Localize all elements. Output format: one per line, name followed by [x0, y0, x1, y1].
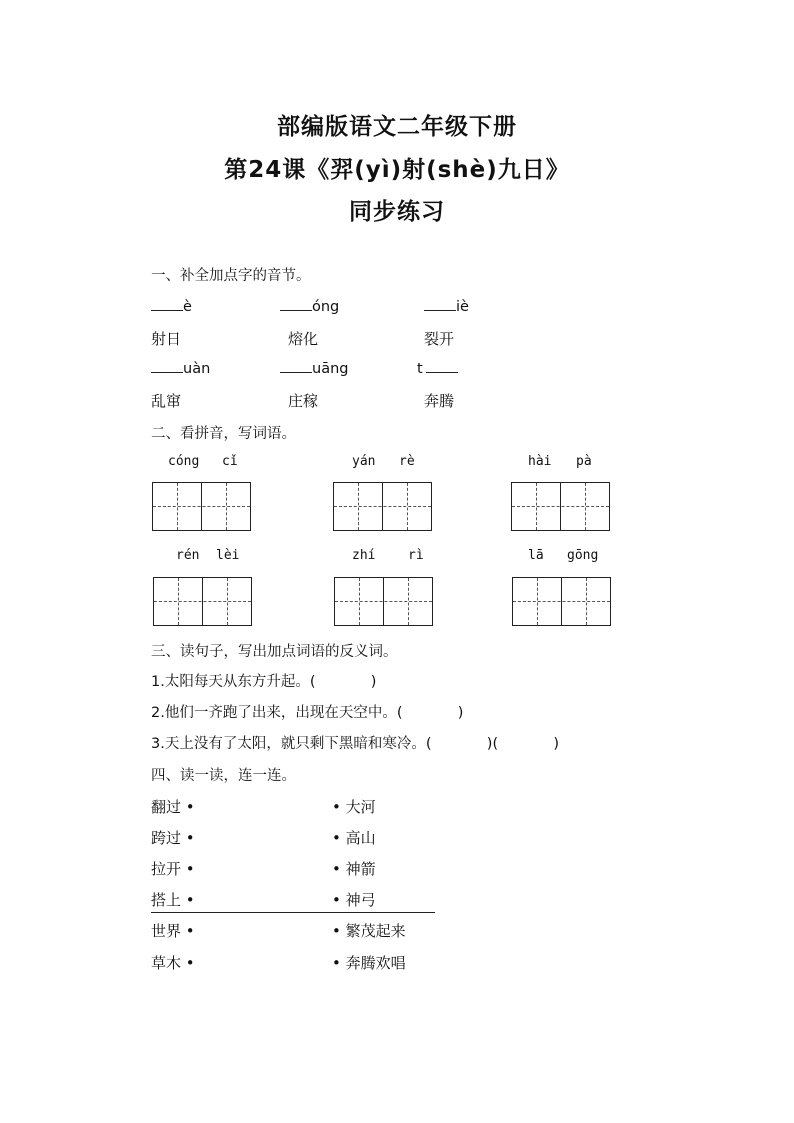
section3-heading: 三、读句子，写出加点词语的反义词。	[151, 644, 398, 660]
pinyin-blank-3[interactable]	[424, 298, 469, 315]
writing-grid[interactable]	[152, 482, 251, 531]
page-title: 部编版语文二年级下册	[277, 114, 517, 140]
pinyin-blank-4[interactable]	[151, 360, 210, 377]
pinyin-label: zhí	[352, 548, 376, 563]
section2-heading: 二、看拼音，写词语。	[151, 426, 296, 442]
word-3: 裂开	[424, 330, 455, 348]
pinyin-suffix: uàn	[183, 361, 211, 377]
section4-heading: 四、读一读，连一连。	[151, 768, 296, 784]
match-left[interactable]: 跨过 •	[151, 829, 195, 847]
word-5: 庄稼	[288, 392, 319, 410]
word-2: 熔化	[288, 330, 319, 348]
sentence-text: 3.天上没有了太阳，就只剩下黑暗和寒冷。	[151, 736, 426, 752]
pinyin-label: cóng	[168, 454, 200, 469]
pinyin-label: yán	[352, 454, 376, 469]
match-left[interactable]: 翻过 •	[151, 798, 195, 816]
pinyin-suffix: è	[183, 299, 192, 315]
writing-grid[interactable]	[334, 577, 433, 626]
match-left[interactable]: 拉开 •	[151, 860, 195, 878]
writing-grid[interactable]	[512, 577, 611, 626]
lesson-title: 第24课《羿(yì)射(shè)九日》	[224, 157, 570, 183]
pinyin-suffix: uāng	[312, 361, 349, 377]
pinyin-label: cǐ	[222, 454, 238, 469]
sentence-text: 2.他们一齐跑了出来，出现在天空中。	[151, 705, 397, 721]
match-right[interactable]: • 繁茂起来	[332, 922, 406, 940]
match-right[interactable]: • 奔腾欢唱	[332, 954, 406, 972]
match-right[interactable]: • 神箭	[332, 860, 376, 878]
writing-grid[interactable]	[511, 482, 610, 531]
word-1: 射日	[151, 330, 182, 348]
word-6: 奔腾	[424, 392, 455, 410]
pinyin-label: lèi	[216, 548, 240, 563]
pinyin-label: pà	[576, 454, 592, 469]
sentence-text: 1.太阳每天从东方升起。	[151, 674, 310, 690]
pinyin-prefix: t	[417, 361, 423, 377]
sentence-2	[151, 701, 463, 722]
divider-line	[151, 912, 435, 913]
pinyin-suffix: iè	[456, 299, 469, 315]
answer-blank[interactable]: ( )( )	[425, 736, 560, 752]
pinyin-blank-2[interactable]	[280, 298, 339, 315]
writing-grid[interactable]	[333, 482, 432, 531]
pinyin-suffix: óng	[312, 299, 340, 315]
pinyin-blank-6[interactable]	[417, 360, 458, 377]
match-left[interactable]: 草木 •	[151, 954, 195, 972]
sentence-3	[151, 732, 559, 753]
match-right[interactable]: • 大河	[332, 798, 376, 816]
pinyin-label: hài	[528, 454, 552, 469]
pinyin-label: rì	[408, 548, 424, 563]
answer-blank[interactable]: ( )	[309, 674, 377, 690]
pinyin-label: gōng	[567, 548, 599, 563]
exercise-title: 同步练习	[349, 199, 445, 225]
pinyin-label: rè	[399, 454, 415, 469]
match-left[interactable]: 世界 •	[151, 922, 195, 940]
writing-grid[interactable]	[153, 577, 252, 626]
match-left[interactable]: 搭上 •	[151, 891, 195, 909]
pinyin-blank-1[interactable]	[151, 298, 192, 315]
pinyin-label: rén	[176, 548, 200, 563]
match-right[interactable]: • 高山	[332, 829, 376, 847]
sentence-1	[151, 670, 376, 691]
pinyin-blank-5[interactable]	[280, 360, 348, 377]
match-right[interactable]: • 神弓	[332, 891, 376, 909]
pinyin-label: lā	[528, 548, 544, 563]
answer-blank[interactable]: ( )	[396, 705, 464, 721]
word-4: 乱窜	[151, 392, 182, 410]
section1-heading: 一、补全加点字的音节。	[151, 268, 311, 284]
